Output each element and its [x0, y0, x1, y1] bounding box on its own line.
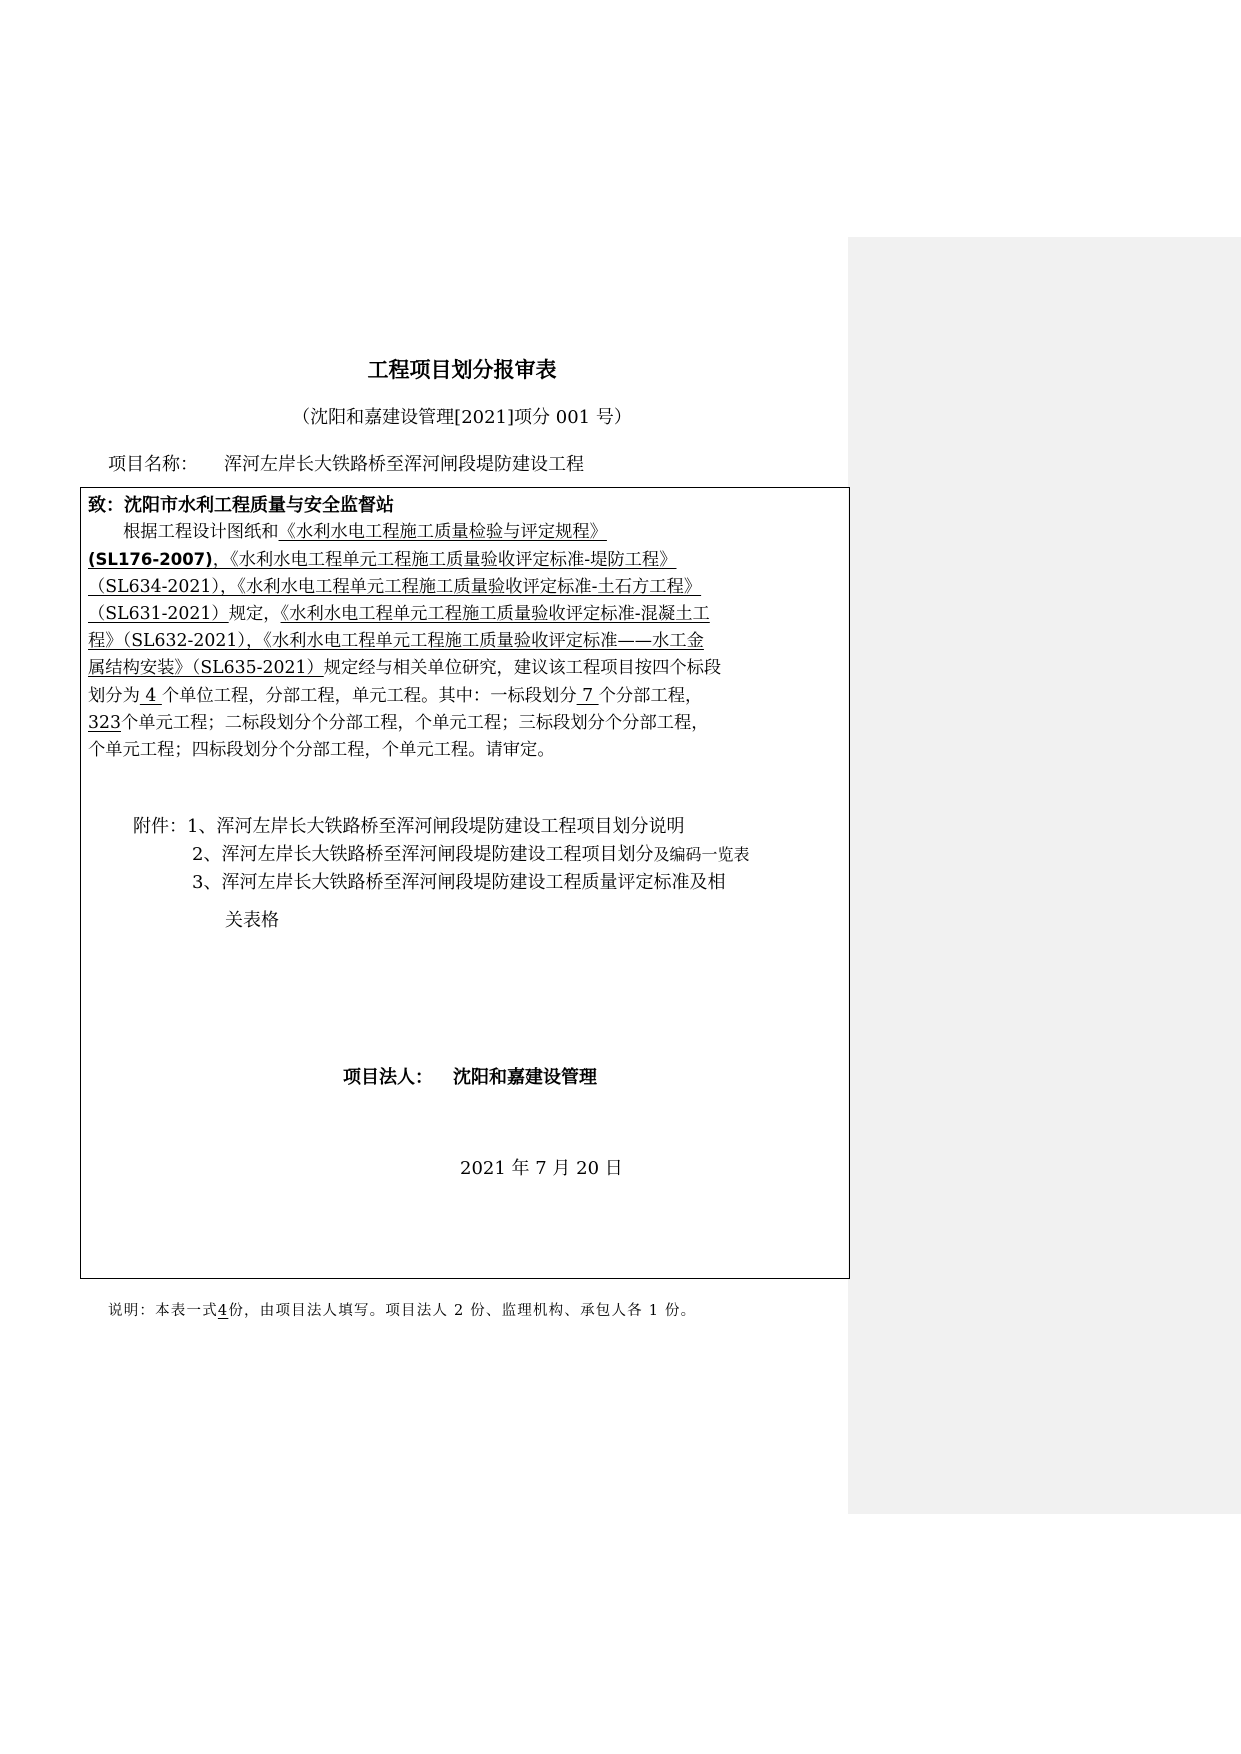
project-name-label: 项目名称： — [108, 454, 198, 475]
letter-body — [88, 519, 840, 765]
unit-count: 4 — [139, 685, 162, 706]
recipient: 致：沈阳市水利工程质量与安全监督站 — [88, 495, 394, 516]
body-line — [88, 655, 840, 682]
body-text: 规定经与相关单位研究，建议该工程项目按四个标段 — [323, 658, 722, 679]
body-line — [88, 628, 840, 655]
body-line — [88, 601, 840, 628]
document-number: （沈阳和嘉建设管理[2021]项分 001 号） — [292, 407, 632, 428]
signature-date: 2021 年 7 月 20 日 — [460, 1158, 623, 1179]
project-name-value: 浑河左岸长大铁路桥至浑河闸段堤防建设工程 — [224, 454, 584, 475]
body-text: 个单位工程，分部工程，单元工程。其中：一标段划分 — [161, 685, 577, 706]
attachment-item — [133, 869, 749, 897]
attachment-item-continued — [133, 907, 749, 935]
standard-reference: 程》（SL632-2021）， — [88, 631, 264, 652]
attachment-text: 1、浑河左岸长大铁路桥至浑河闸段堤防建设工程项目划分说明 — [187, 816, 685, 837]
attachment-item — [133, 813, 749, 841]
attachment-item — [133, 841, 749, 869]
body-line — [88, 737, 840, 764]
document-title: 工程项目划分报审表 — [367, 358, 557, 382]
body-line — [88, 683, 840, 710]
standard-reference: 《水利水电工程施工质量检验与评定规程》 — [278, 522, 607, 542]
standard-code: （SL631-2021） — [88, 603, 229, 624]
attachments-label: 附件： — [133, 816, 187, 837]
body-text: 划分为 — [88, 685, 140, 706]
body-text: 个单元工程；二标段划分个分部工程，个单元工程；三标段划分个分部工程， — [121, 713, 709, 734]
attachment-text: 3、浑河左岸长大铁路桥至浑河闸段堤防建设工程质量评定标准及相 — [192, 872, 726, 893]
body-line — [88, 519, 840, 546]
project-name-row — [108, 450, 584, 476]
body-text: 根据工程设计图纸和 — [123, 522, 279, 542]
copy-count: 4 — [217, 1303, 229, 1319]
attachments — [133, 813, 749, 935]
footer-text: 份，由项目法人填写。项目法人 2 份、监理机构、承包人各 1 份。 — [228, 1303, 697, 1319]
standard-code: (SL176-2007) — [88, 550, 213, 570]
standard-reference: 属结构安装》（SL635-2021） — [88, 658, 324, 679]
body-text: 个单元工程；四标段划分个分部工程，个单元工程。请审定。 — [88, 740, 555, 761]
footer-note — [108, 1299, 696, 1320]
standard-reference: 《水利水电工程单元工程施工质量验收评定标准-混凝土工 — [280, 603, 710, 624]
standard-reference: （SL634-2021），《水利水电工程单元工程施工质量验收评定标准-土石方工程》 — [88, 576, 702, 597]
footer-text: 说明：本表一式 — [108, 1303, 218, 1319]
form-frame — [80, 487, 850, 1279]
body-line — [88, 574, 840, 601]
section-count: 7 — [576, 685, 599, 706]
body-text: 个分部工程， — [598, 685, 703, 706]
legal-entity-name: 沈阳和嘉建设管理 — [453, 1067, 597, 1088]
body-text: 规定， — [228, 603, 281, 624]
element-count: 323 — [88, 713, 121, 734]
attachment-text: 及编码一览表 — [653, 845, 750, 864]
attachment-text: 关表格 — [225, 910, 279, 931]
attachment-text: 2、浑河左岸长大铁路桥至浑河闸段堤防建设工程项目划分 — [192, 844, 654, 865]
legal-entity-label: 项目法人： — [343, 1067, 433, 1088]
standard-reference: 《水利水电工程单元工程施工质量验收评定标准——水工金 — [263, 631, 704, 652]
legal-entity — [343, 1063, 597, 1089]
body-line — [88, 710, 840, 737]
body-line — [88, 546, 840, 573]
standard-reference: ，《水利水电工程单元工程施工质量验收评定标准-堤防工程》 — [212, 550, 677, 571]
